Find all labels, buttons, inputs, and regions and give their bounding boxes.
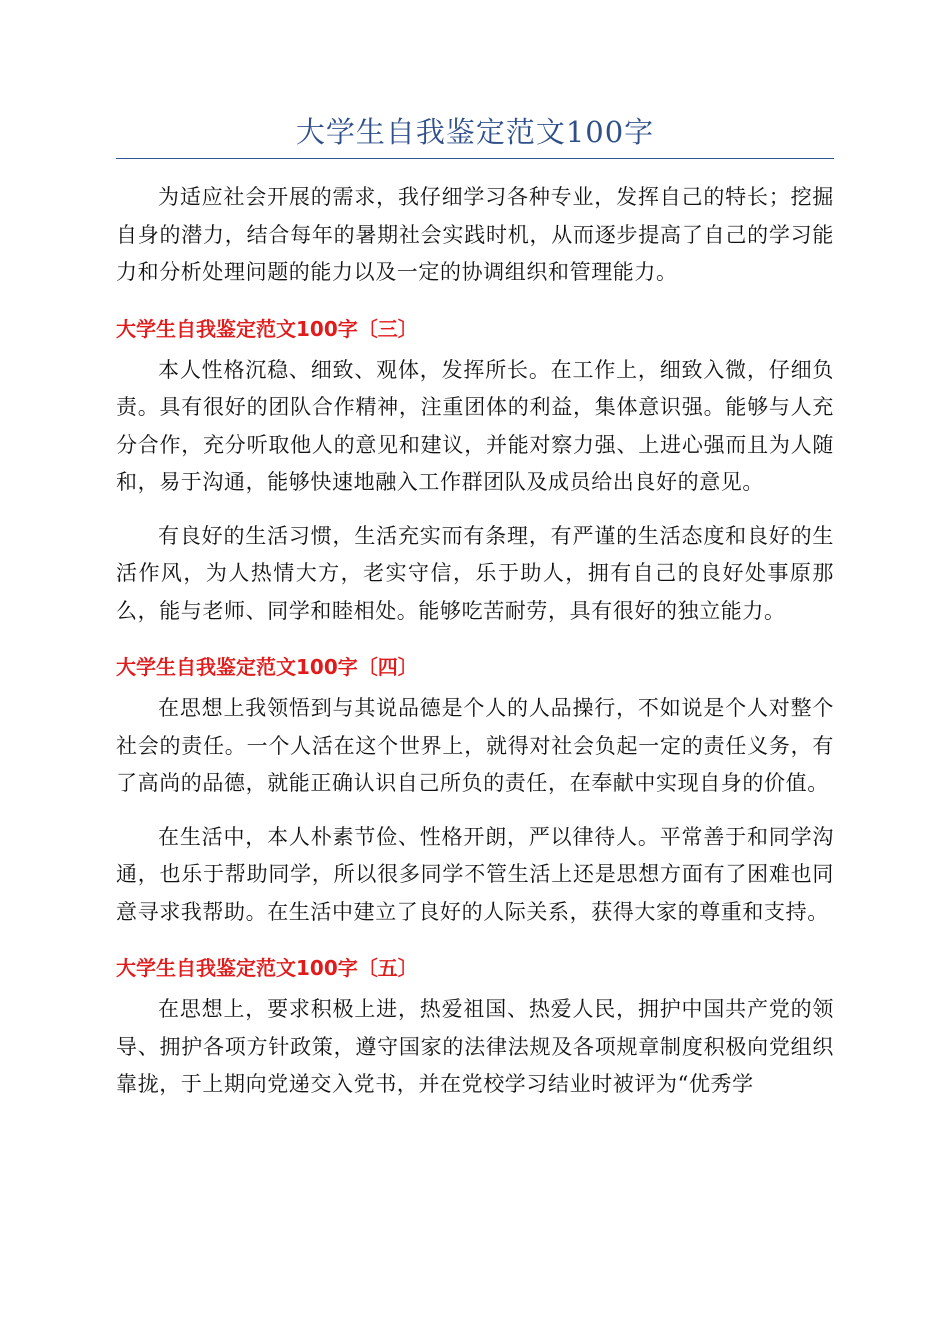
section-heading: 大学生自我鉴定范文100字〔四〕 <box>116 655 418 679</box>
section-paragraph: 在思想上，要求积极上进，热爱祖国、热爱人民，拥护中国共产党的领导、拥护各项方针政策，遵守国家的法律法规及各项规章制度积极向党组织靠拢，于上期向党递交入党书，并在党校学习结业时被评为“优秀学 <box>116 997 834 1096</box>
section-paragraph: 在生活中，本人朴素节俭、性格开朗，严以律待人。平常善于和同学沟通，也乐于帮助同学，所以很多同学不管生活上还是思想方面有了困难也同意寻求我帮助。在生活中建立了良好的人际关系，获得大家的尊重和支持。 <box>116 824 834 924</box>
section-three <box>116 314 834 631</box>
section-heading: 大学生自我鉴定范文100字〔五〕 <box>116 956 418 980</box>
document-title: 大学生自我鉴定范文100字 <box>295 115 655 149</box>
section-heading: 大学生自我鉴定范文100字〔三〕 <box>116 316 418 341</box>
section-four <box>116 652 834 931</box>
section-paragraph: 有良好的生活习惯，生活充实而有条理，有严谨的生活态度和良好的生活作风，为人热情大方，老实守信，乐于助人，拥有自己的良好处事原那么，能与老师、同学和睦相处。能够吃苦耐劳，具有很好的独立能力。 <box>116 523 834 623</box>
intro-paragraph: 为适应社会开展的需求，我仔细学习各种专业，发挥自己的特长；挖掘自身的潜力，结合每年的暑期社会实践时机，从而逐步提高了自己的学习能力和分析处理问题的能力以及一定的协调组织和管理能力。 <box>116 185 834 284</box>
section-paragraph: 本人性格沉稳、细致、观体，发挥所长。在工作上，细致入微，仔细负责。具有很好的团队合作精神，注重团体的利益，集体意识强。能够与人充分合作，充分听取他人的意见和建议，并能对察力强、上进心强而且为人随和，易于沟通，能够快速地融入工作群团队及成员给出良好的意见。 <box>116 357 834 494</box>
section-five <box>116 953 834 1104</box>
section-paragraph: 在思想上我领悟到与其说品德是个人的人品操行，不如说是个人对整个社会的责任。一个人活在这个世界上，就得对社会负起一定的责任义务，有了高尚的品德，就能正确认识自己所负的责任，在奉献中实现自身的价值。 <box>116 696 834 795</box>
title-underline <box>116 158 834 159</box>
